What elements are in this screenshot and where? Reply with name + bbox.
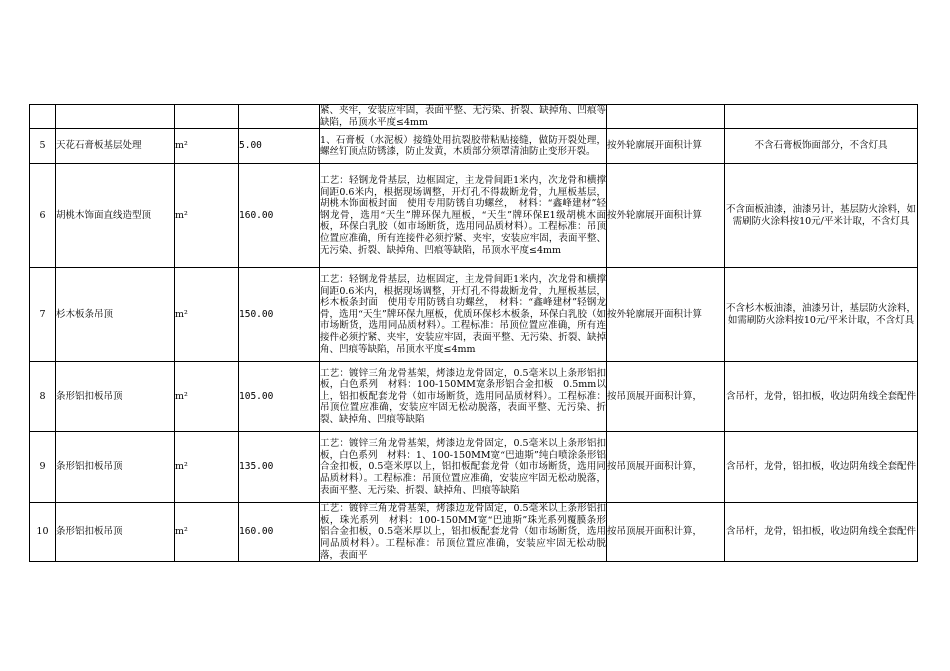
price-cell: 105.00 bbox=[239, 362, 320, 432]
row-number-cell: 10 bbox=[30, 503, 56, 562]
method-cell: 按外轮廓展开面积计算 bbox=[607, 164, 725, 268]
method-cell: 按外轮廓展开面积计算 bbox=[607, 129, 725, 164]
description-cell: 工艺：镀锌三角龙骨基架，烤漆边龙骨固定，0.5毫米以上条形铝扣板，白色系列 材料：100-150MM宽条形铝合金扣板 0.5mm以上，铝扣板配套龙骨（如市场断货，选用同品质材料）。工程标准：吊顶位置应准确，安装应牢固无松动脱落，表面平整、无污染、折裂、缺掉角、凹痕等缺陷 bbox=[320, 362, 607, 432]
unit-cell: m² bbox=[175, 432, 239, 503]
row-number-cell: 5 bbox=[30, 129, 56, 164]
table-row bbox=[30, 503, 918, 562]
note-cell: 含吊杆，龙骨，铝扣板，收边阴角线全套配件 bbox=[725, 432, 918, 503]
description-cell: 工艺：镀锌三角龙骨基架，烤漆边龙骨固定，0.5毫米以上条形铝扣板，白色系列 材料：1、100-150MM宽“巴迪斯”纯白喷涂条形铝合金扣板，0.5毫米厚以上，铝扣板配套龙骨（如市场断货，选用同品质材料）。工程标准：吊顶位置应准确，安装应牢固无松动脱落，表面平整、无污染、折裂、缺掉角、凹痕等缺陷 bbox=[320, 432, 607, 503]
method-cell: 按外轮廓展开面积计算 bbox=[607, 268, 725, 362]
item-name-cell: 条形铝扣板吊顶 bbox=[56, 362, 175, 432]
table-row bbox=[30, 432, 918, 503]
unit-cell: m² bbox=[175, 503, 239, 562]
description-cell: 工艺：轻钢龙骨基层，边框固定，主龙骨间距1米内，次龙骨和横撑间距0.6米内，根据现场调整，开灯孔不得裁断龙骨，九厘板基层，胡桃木饰面板封面 使用专用防锈自功螺丝， 材料：“鑫峰建材”轻钢龙骨，选用“天生”牌环保九厘板，“天生”牌环保E1级胡桃木面板，环保白乳胶（如市场断货，选用同品质材料）。工程标准：吊顶位置应准确，所有连接件必须拧紧、夹牢，安装应牢固，表面平整、无污染、折裂、缺掉角、凹痕等缺陷，吊顶水平度≤4mm bbox=[320, 164, 607, 268]
quotation-table bbox=[29, 104, 918, 562]
row-number-cell: 6 bbox=[30, 164, 56, 268]
table-row bbox=[30, 362, 918, 432]
price-cell: 160.00 bbox=[239, 503, 320, 562]
row-number-cell: 9 bbox=[30, 432, 56, 503]
note-cell: 不含石膏板饰面部分，不含灯具 bbox=[725, 129, 918, 164]
item-name-cell: 条形铝扣板吊顶 bbox=[56, 503, 175, 562]
item-name-cell: 条形铝扣板吊顶 bbox=[56, 432, 175, 503]
note-cell: 不含面板油漆，油漆另计，基层防火涂料，如需刷防火涂料按10元/平米计取，不含灯具 bbox=[725, 164, 918, 268]
price-cell: 135.00 bbox=[239, 432, 320, 503]
row-number-cell bbox=[30, 105, 56, 129]
description-cell: 1、石膏板（水泥板）接缝处用抗裂胶带粘贴接缝，做防开裂处理，螺丝钉顶点防锈漆，防止发黄，木质部分须罩清油防止变形开裂。 bbox=[320, 129, 607, 164]
table-row bbox=[30, 129, 918, 164]
table-row bbox=[30, 268, 918, 362]
row-number-cell: 7 bbox=[30, 268, 56, 362]
unit-cell: m² bbox=[175, 362, 239, 432]
price-cell: 150.00 bbox=[239, 268, 320, 362]
method-cell: 按吊顶展开面积计算， bbox=[607, 432, 725, 503]
note-cell: 含吊杆，龙骨，铝扣板，收边阴角线全套配件 bbox=[725, 362, 918, 432]
item-name-cell bbox=[56, 105, 175, 129]
price-cell bbox=[239, 105, 320, 129]
note-cell bbox=[725, 105, 918, 129]
price-cell: 160.00 bbox=[239, 164, 320, 268]
row-number-cell: 8 bbox=[30, 362, 56, 432]
item-name-cell: 杉木板条吊顶 bbox=[56, 268, 175, 362]
item-name-cell: 胡桃木饰面直线造型顶 bbox=[56, 164, 175, 268]
description-cell: 工艺：轻钢龙骨基层，边框固定，主龙骨间距1米内，次龙骨和横撑间距0.6米内，根据现场调整，开灯孔不得裁断龙骨，九厘板基层，杉木板条封面 使用专用防锈自功螺丝， 材料：“鑫峰建材”轻钢龙骨，选用“天生”牌环保九厘板，优质环保杉木板条，环保白乳胶（如市场断货，选用同品质材料）。工程标准：吊顶位置应准确，所有连接件必须拧紧、夹牢，安装应牢固，表面平整、无污染、折裂、缺掉角、凹痕等缺陷，吊顶水平度≤4mm bbox=[320, 268, 607, 362]
method-cell bbox=[607, 105, 725, 129]
unit-cell: m² bbox=[175, 129, 239, 164]
note-cell: 含吊杆，龙骨，铝扣板，收边阴角线全套配件 bbox=[725, 503, 918, 562]
item-name-cell: 天花石膏板基层处理 bbox=[56, 129, 175, 164]
note-cell: 不含杉木板油漆，油漆另计，基层防火涂料，如需刷防火涂料按10元/平米计取，不含灯具 bbox=[725, 268, 918, 362]
unit-cell: m² bbox=[175, 164, 239, 268]
table-row-partial bbox=[30, 105, 918, 129]
description-cell: 工艺：镀锌三角龙骨基架，烤漆边龙骨固定，0.5毫米以上条形铝扣板，珠光系列 材料：100-150MM宽“巴迪斯”珠光系列覆膜条形铝合金扣板，0.5毫米厚以上，铝扣板配套龙骨（如市场断货，选用同品质材料）。工程标准：吊顶位置应准确，安装应牢固无松动脱落，表面平 bbox=[320, 503, 606, 561]
method-cell: 按吊顶展开面积计算， bbox=[607, 362, 725, 432]
table-row bbox=[30, 164, 918, 268]
price-cell: 5.00 bbox=[239, 129, 320, 164]
description-cell: 紧、夹牢，安装应牢固，表面平整、无污染、折裂、缺掉角、凹痕等缺陷，吊顶水平度≤4mm bbox=[320, 105, 606, 128]
method-cell: 按吊顶展开面积计算， bbox=[607, 503, 725, 562]
unit-cell: m² bbox=[175, 268, 239, 362]
unit-cell bbox=[175, 105, 239, 129]
